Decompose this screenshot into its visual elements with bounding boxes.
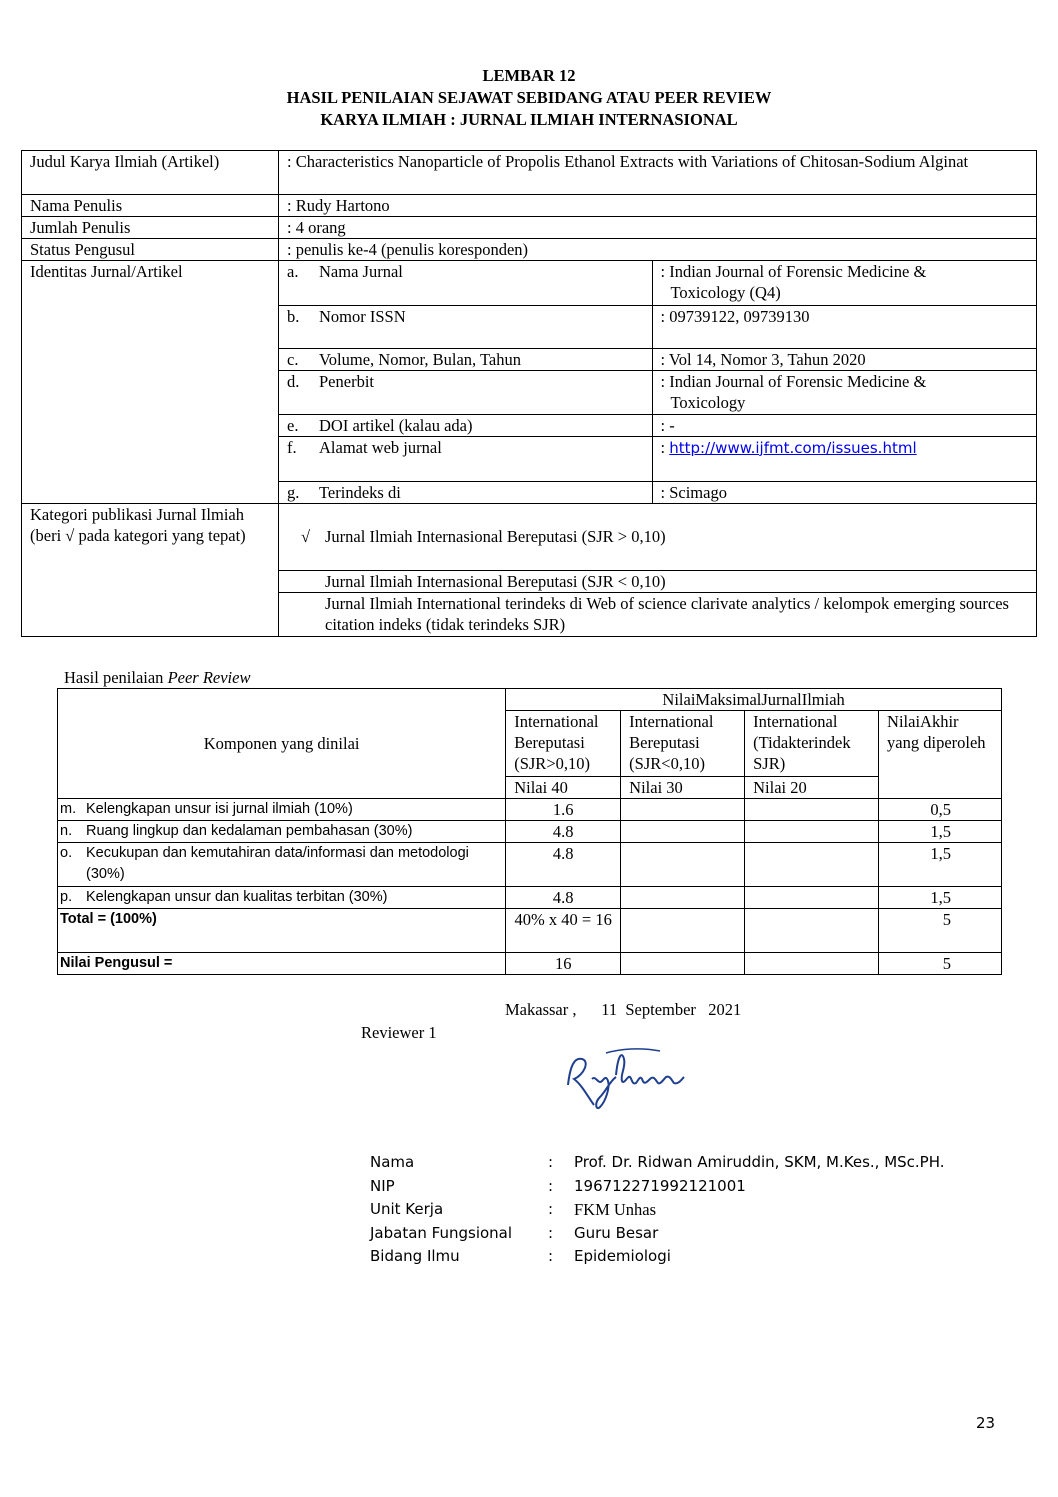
row-value-1: 4.8 (506, 887, 621, 909)
judul-value: : Characteristics Nanoparticle of Propolis Ethanol Extracts with Variations of Chitosan-Sodium Alginat (279, 151, 1037, 195)
title-line-2: HASIL PENILAIAN SEJAWAT SEBIDANG ATAU PEER REVIEW (286, 88, 772, 107)
row-letter: m. (60, 801, 77, 817)
detail-row (370, 1151, 945, 1175)
judul-label: Judul Karya Ilmiah (Artikel) (22, 151, 279, 195)
jumlah-value: : 4 orang (279, 217, 1037, 239)
detail-row (370, 1222, 945, 1246)
penulis-label: Nama Penulis (22, 195, 279, 217)
table-row (58, 887, 1002, 909)
detail-label: Nama (370, 1153, 415, 1171)
total-row (58, 909, 1002, 953)
row-letter: o. (60, 845, 73, 861)
jurnal-identity-table (279, 261, 1036, 503)
jurnal-item-label: Nama Jurnal (319, 262, 403, 281)
jurnal-item-value: : Scimago (660, 482, 727, 502)
col2-header: International Bereputasi (SJR<0,10) (621, 711, 745, 777)
jurnal-letter: c. (287, 349, 299, 369)
kategori-option: Jurnal Ilmiah Internasional Bereputasi (SJR > 0,10) (325, 527, 666, 547)
col3-nilai: Nilai 20 (745, 777, 879, 799)
row-value-1: 1.6 (506, 799, 621, 821)
row-value-4: 1,5 (879, 843, 1002, 887)
detail-colon: : (548, 1200, 554, 1218)
detail-colon: : (548, 1223, 554, 1242)
jurnal-item-value: : Indian Journal of Forensic Medicine & (660, 262, 927, 281)
kategori-options-table (279, 504, 1036, 636)
detail-colon: : (548, 1153, 554, 1171)
jurnal-item-label: Nomor ISSN (319, 306, 406, 326)
detail-colon: : (548, 1176, 554, 1195)
row-letter: p. (60, 889, 73, 905)
review-caption-italic: Peer Review (167, 668, 251, 687)
col3-header: International (Tidakterindek SJR) (745, 711, 879, 777)
nilai-max-header: NilaiMaksimalJurnalIlmiah (506, 689, 1002, 711)
jurnal-label: Identitas Jurnal/Artikel (22, 261, 279, 504)
detail-value: FKM Unhas (574, 1200, 657, 1219)
jurnal-letter: f. (287, 437, 297, 457)
pengusul-value-4: 5 (879, 953, 1002, 975)
jurnal-letter: a. (287, 262, 299, 281)
review-table (57, 688, 1002, 975)
col1-header: International Bereputasi (SJR>0,10) (506, 711, 621, 777)
row-label: Kelengkapan unsur dan kualitas terbitan (30%) (86, 889, 388, 905)
komponen-header: Komponen yang dinilai (58, 689, 506, 799)
row-value-4: 0,5 (879, 799, 1002, 821)
jurnal-item-value: : Indian Journal of Forensic Medicine & (660, 371, 927, 391)
col4-header: NilaiAkhir yang diperoleh (879, 711, 1002, 799)
status-value: : penulis ke-4 (penulis koresponden) (279, 239, 1037, 261)
place-date: Makassar , 11 September 2021 (505, 1000, 742, 1019)
row-label: Kelengkapan unsur isi jurnal ilmiah (10%) (86, 801, 353, 817)
row-label: Ruang lingkup dan kedalaman pembahasan (30%) (86, 823, 413, 839)
reviewer-label: Reviewer 1 (361, 1023, 437, 1042)
row-value-4: 1,5 (879, 887, 1002, 909)
detail-value: Prof. Dr. Ridwan Amiruddin, SKM, M.Kes., MSc.PH. (574, 1153, 945, 1171)
table-row (58, 843, 1002, 887)
detail-value: Guru Besar (574, 1223, 659, 1242)
title-line-3: KARYA ILMIAH : JURNAL ILMIAH INTERNASIONAL (320, 110, 738, 129)
jurnal-item-value: : 09739122, 09739130 (660, 306, 810, 326)
kategori-label-2: (beri √ pada kategori yang tepat) (30, 526, 246, 545)
status-label: Status Pengusul (22, 239, 279, 261)
detail-label: Bidang Ilmu (370, 1247, 460, 1265)
identity-table (21, 150, 1037, 637)
detail-label: Unit Kerja (370, 1200, 444, 1218)
jurnal-item-value: : (660, 437, 670, 457)
kategori-option: Jurnal Ilmiah Internasional Bereputasi (SJR < 0,10) (325, 571, 666, 591)
detail-label: NIP (370, 1176, 395, 1195)
jurnal-item-value-2: Toxicology (Q4) (670, 283, 781, 302)
check-mark-icon: √ (301, 527, 311, 547)
detail-row (370, 1175, 945, 1199)
jurnal-letter: g. (287, 482, 300, 502)
row-letter: n. (60, 823, 73, 839)
jurnal-item-label: Alamat web jurnal (319, 437, 442, 457)
jurnal-item-label: Penerbit (319, 371, 374, 391)
total-value-1: 40% x 40 = 16 (506, 909, 621, 953)
jurnal-item-value: : - (660, 415, 675, 435)
review-caption (64, 668, 250, 688)
reviewer-details (370, 1151, 945, 1269)
jurnal-item-value-2: Toxicology (670, 392, 746, 412)
row-label: Kecukupan dan kemutahiran data/informasi dan metodologi (30%) (86, 845, 469, 882)
row-value-1: 4.8 (506, 843, 621, 887)
detail-label: Jabatan Fungsional (370, 1223, 513, 1242)
jurnal-letter: d. (287, 371, 300, 391)
detail-row (370, 1198, 945, 1222)
pengusul-row (58, 953, 1002, 975)
detail-value: 196712271992121001 (574, 1176, 746, 1195)
kategori-option: Jurnal Ilmiah International terindeks di Web of science clarivate analytics / kelompok emerging sources citation indeks (tidak terindeks SJR) (325, 593, 1009, 634)
jurnal-item-label: Volume, Nomor, Bulan, Tahun (319, 349, 521, 369)
jurnal-item-value: : Vol 14, Nomor 3, Tahun 2020 (660, 349, 866, 369)
jumlah-label: Jumlah Penulis (22, 217, 279, 239)
jurnal-item-label: Terindeks di (319, 482, 401, 502)
review-caption-text: Hasil penilaian (64, 668, 168, 687)
jurnal-letter: e. (287, 415, 299, 435)
jurnal-letter: b. (287, 306, 300, 326)
page-number: 23 (976, 1414, 996, 1432)
detail-value: Epidemiologi (574, 1247, 671, 1265)
table-row (58, 799, 1002, 821)
row-value-1: 4.8 (506, 821, 621, 843)
pengusul-label: Nilai Pengusul = (58, 953, 506, 975)
total-value-4: 5 (879, 909, 1002, 953)
journal-web-link[interactable]: http://www.ijfmt.com/issues.html (669, 438, 917, 457)
detail-row (370, 1245, 945, 1269)
signature-image (560, 1045, 700, 1115)
pengusul-value-1: 16 (506, 953, 621, 975)
kategori-label-1: Kategori publikasi Jurnal Ilmiah (30, 505, 244, 524)
col2-nilai: Nilai 30 (621, 777, 745, 799)
penulis-value: : Rudy Hartono (279, 195, 1037, 217)
title-line-1: LEMBAR 12 (482, 66, 576, 85)
detail-colon: : (548, 1247, 554, 1265)
table-row (58, 821, 1002, 843)
jurnal-item-label: DOI artikel (kalau ada) (319, 415, 473, 435)
col1-nilai: Nilai 40 (506, 777, 621, 799)
total-label: Total = (100%) (58, 909, 506, 953)
row-value-4: 1,5 (879, 821, 1002, 843)
